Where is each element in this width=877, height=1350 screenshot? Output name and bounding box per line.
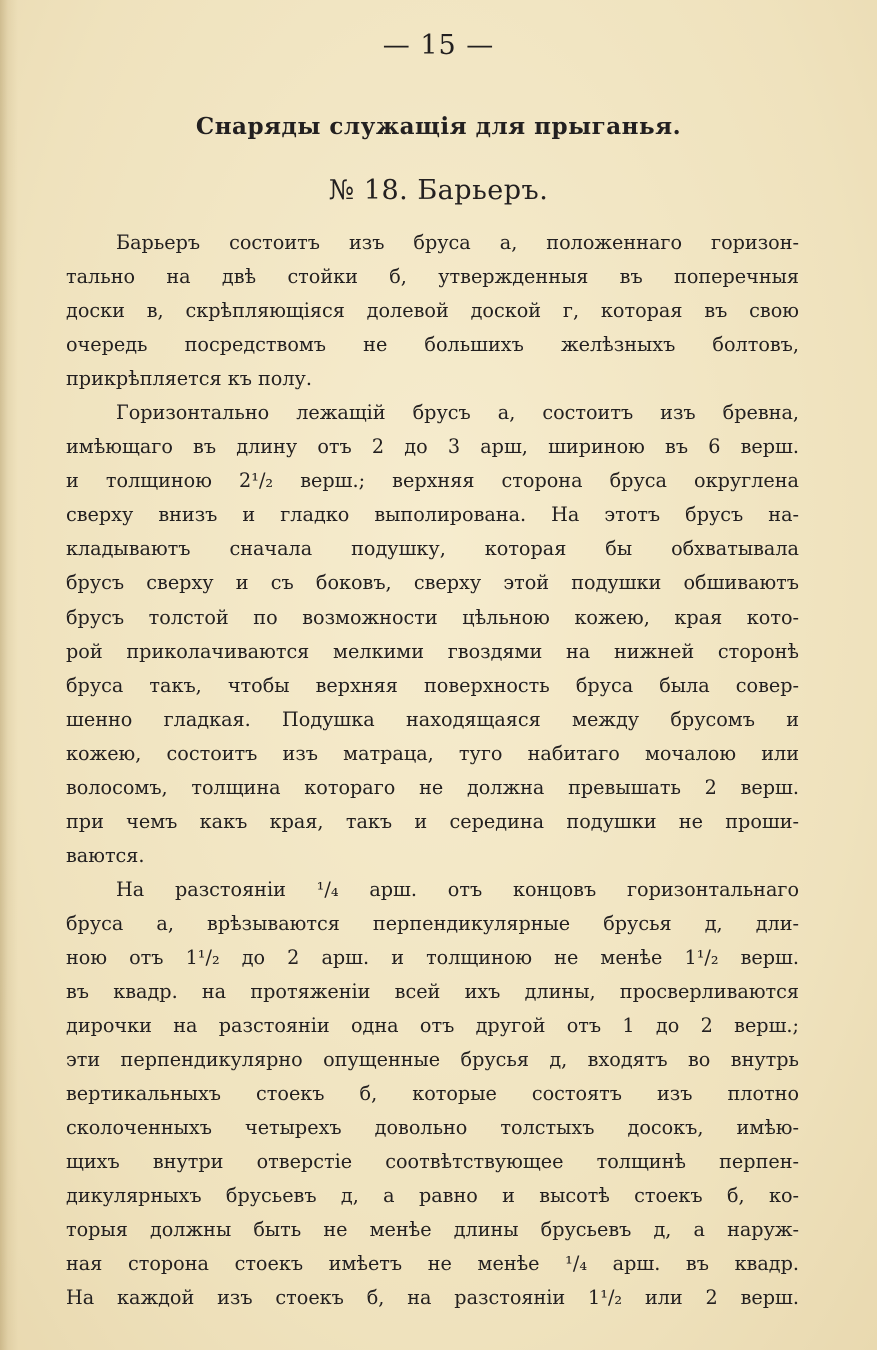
text-line: тально на двѣ стойки б, утвержденныя въ поперечныя (66, 265, 799, 289)
text-line: и толщиною 2¹/₂ верш.; верхняя сторона бруса округлена (66, 469, 799, 493)
text-line: доски в, скрѣпляющіяся долевой доской г, которая въ свою (66, 299, 799, 323)
text-line: брусъ толстой по возможности цѣльною кожею, края кото- (66, 605, 799, 629)
text-line: кожею, состоитъ изъ матраца, туго набитаго мочалою или (66, 741, 799, 765)
text-line: щихъ внутри отверстіе соотвѣтствующее толщинѣ перпен- (66, 1150, 799, 1174)
text-line: кладываютъ сначала подушку, которая бы обхватывала (66, 537, 799, 561)
text-line: брусъ сверху и съ боковъ, сверху этой подушки обшиваютъ (66, 571, 799, 595)
section-title: Снаряды служащія для прыганья. (195, 113, 682, 140)
text-line: торыя должны быть не менѣе длины брусьевъ д, а наруж- (66, 1218, 799, 1242)
text-line: ная сторона стоекъ имѣетъ не менѣе ¹/₄ арш. въ квадр. (66, 1252, 799, 1276)
text-line: волосомъ, толщина котораго не должна превышать 2 верш. (66, 775, 799, 799)
page-number: — 15 — (382, 30, 495, 61)
text-line: сколоченныхъ четырехъ довольно толстыхъ досокъ, имѣю- (66, 1116, 799, 1140)
text-line: очередь посредствомъ не большихъ желѣзныхъ болтовъ, (66, 333, 799, 357)
text-line: при чемъ какъ края, такъ и середина подушки не проши- (66, 809, 799, 833)
text-line: ваются. (66, 843, 145, 867)
text-line: эти перпендикулярно опущенные брусья д, входятъ во внутрь (66, 1048, 799, 1072)
text-line: сверху внизъ и гладко выполирована. На этотъ брусъ на- (66, 503, 799, 527)
text-line: въ квадр. на протяженіи всей ихъ длины, просверливаются (66, 980, 799, 1004)
text-line: ною отъ 1¹/₂ до 2 арш. и толщиною не менѣе 1¹/₂ верш. (66, 945, 799, 969)
text-line: бруса а, врѣзываются перпендикулярные брусья д, дли- (66, 911, 799, 935)
text-line: вертикальныхъ стоекъ б, которые состоятъ изъ плотно (66, 1082, 799, 1106)
text-line: На каждой изъ стоекъ б, на разстояніи 1¹/₂ или 2 верш. (66, 1286, 799, 1310)
text-line: Барьеръ состоитъ изъ бруса а, положеннаго горизон- (116, 231, 799, 254)
text-line: Горизонтально лежащій брусъ а, состоитъ изъ бревна, (116, 401, 799, 425)
text-line: прикрѣпляется къ полу. (66, 367, 312, 391)
text-line: бруса такъ, чтобы верхняя поверхность бруса была совер- (66, 673, 799, 697)
body-text (66, 226, 799, 1316)
text-line: дирочки на разстояніи одна отъ другой отъ 1 до 2 верш.; (66, 1014, 799, 1038)
article-title: № 18. Барьеръ. (328, 175, 549, 206)
text-line: шенно гладкая. Подушка находящаяся между брусомъ и (66, 707, 799, 731)
text-line: дикулярныхъ брусьевъ д, а равно и высотѣ стоекъ б, ко- (66, 1184, 799, 1208)
text-line: На разстояніи ¹/₄ арш. отъ концовъ горизонтальнаго (116, 877, 799, 901)
text-line: имѣющаго въ длину отъ 2 до 3 арш, шириною въ 6 верш. (66, 435, 799, 459)
text-line: рой приколачиваются мелкими гвоздями на нижней сторонѣ (66, 639, 799, 663)
